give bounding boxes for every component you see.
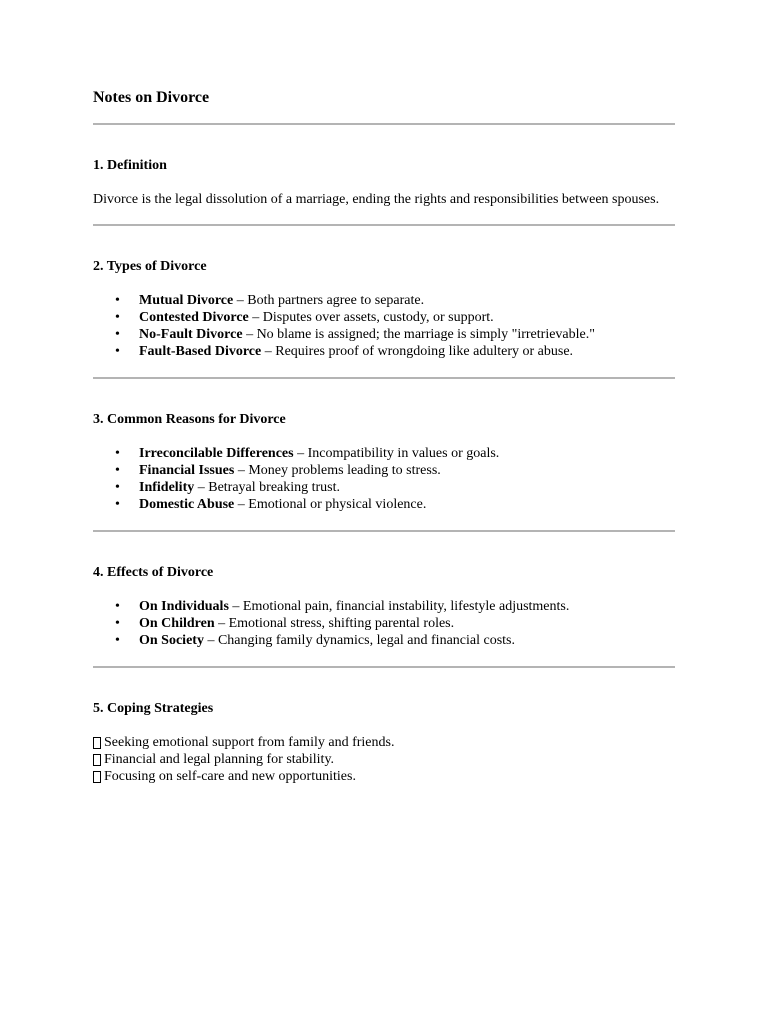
bullet-icon: • <box>115 616 120 631</box>
list-item <box>93 292 675 309</box>
list-item <box>93 326 675 343</box>
bullet-icon: • <box>115 327 120 342</box>
list-item <box>93 632 675 649</box>
missing-glyph-box-icon <box>93 737 101 749</box>
section-heading-definition: 1. Definition <box>93 158 167 173</box>
list-item-term: Contested Divorce <box>139 310 249 325</box>
missing-glyph-box-icon <box>93 771 101 783</box>
document-content <box>93 88 675 785</box>
list-item-description: – Emotional or physical violence. <box>234 497 427 512</box>
list-item-description: – Money problems leading to stress. <box>234 463 441 478</box>
definition-paragraph: Divorce is the legal dissolution of a marriage, ending the rights and responsibilities between spouses. <box>93 192 660 207</box>
section-heading-types: 2. Types of Divorce <box>93 259 207 274</box>
list-item <box>93 479 675 496</box>
bullet-icon: • <box>115 633 120 648</box>
list-item <box>93 734 675 751</box>
list-item <box>93 309 675 326</box>
strategy-text: Focusing on self-care and new opportunities. <box>104 769 356 784</box>
bullet-icon: • <box>115 599 120 614</box>
list-item-term: Domestic Abuse <box>139 497 235 512</box>
list-item-term: Mutual Divorce <box>139 293 234 308</box>
list-item-term: Financial Issues <box>139 463 235 478</box>
list-item-term: On Society <box>139 633 204 648</box>
list-item-term: No-Fault Divorce <box>139 327 243 342</box>
list-item <box>93 445 675 462</box>
list-item-description: – Changing family dynamics, legal and financial costs. <box>203 633 515 648</box>
list-item-description: – Emotional stress, shifting parental roles. <box>214 616 455 631</box>
bullet-icon: • <box>115 310 120 325</box>
list-item-description: – Requires proof of wrongdoing like adultery or abuse. <box>261 344 574 359</box>
list-item-term: Fault-Based Divorce <box>139 344 262 359</box>
effects-list <box>93 598 675 649</box>
list-item-term: Irreconcilable Differences <box>139 446 294 461</box>
types-list <box>93 292 675 360</box>
list-item <box>93 751 675 768</box>
list-item-description: – No blame is assigned; the marriage is simply "irretrievable." <box>242 327 595 342</box>
list-item-description: – Emotional pain, financial instability, lifestyle adjustments. <box>228 599 570 614</box>
bullet-icon: • <box>115 293 120 308</box>
strategy-text: Financial and legal planning for stability. <box>104 752 335 767</box>
bullet-icon: • <box>115 446 120 461</box>
list-item <box>93 343 675 360</box>
list-item-description: – Disputes over assets, custody, or support. <box>248 310 494 325</box>
list-item <box>93 462 675 479</box>
list-item-description: – Betrayal breaking trust. <box>194 480 341 495</box>
list-item <box>93 496 675 513</box>
list-item <box>93 615 675 632</box>
list-item <box>93 768 675 785</box>
section-heading-reasons: 3. Common Reasons for Divorce <box>93 412 286 427</box>
page-title: Notes on Divorce <box>93 89 210 106</box>
missing-glyph-box-icon <box>93 754 101 766</box>
strategy-text: Seeking emotional support from family and friends. <box>104 735 395 750</box>
bullet-icon: • <box>115 497 120 512</box>
bullet-icon: • <box>115 344 120 359</box>
list-item <box>93 598 675 615</box>
list-item-description: – Both partners agree to separate. <box>233 293 425 308</box>
list-item-term: On Children <box>139 616 215 631</box>
list-item-description: – Incompatibility in values or goals. <box>293 446 500 461</box>
list-item-term: Infidelity <box>139 480 195 495</box>
section-heading-effects: 4. Effects of Divorce <box>93 565 214 580</box>
reasons-list <box>93 445 675 513</box>
bullet-icon: • <box>115 463 120 478</box>
list-item-term: On Individuals <box>139 599 229 614</box>
bullet-icon: • <box>115 480 120 495</box>
section-heading-coping: 5. Coping Strategies <box>93 701 214 716</box>
coping-list <box>93 734 675 785</box>
